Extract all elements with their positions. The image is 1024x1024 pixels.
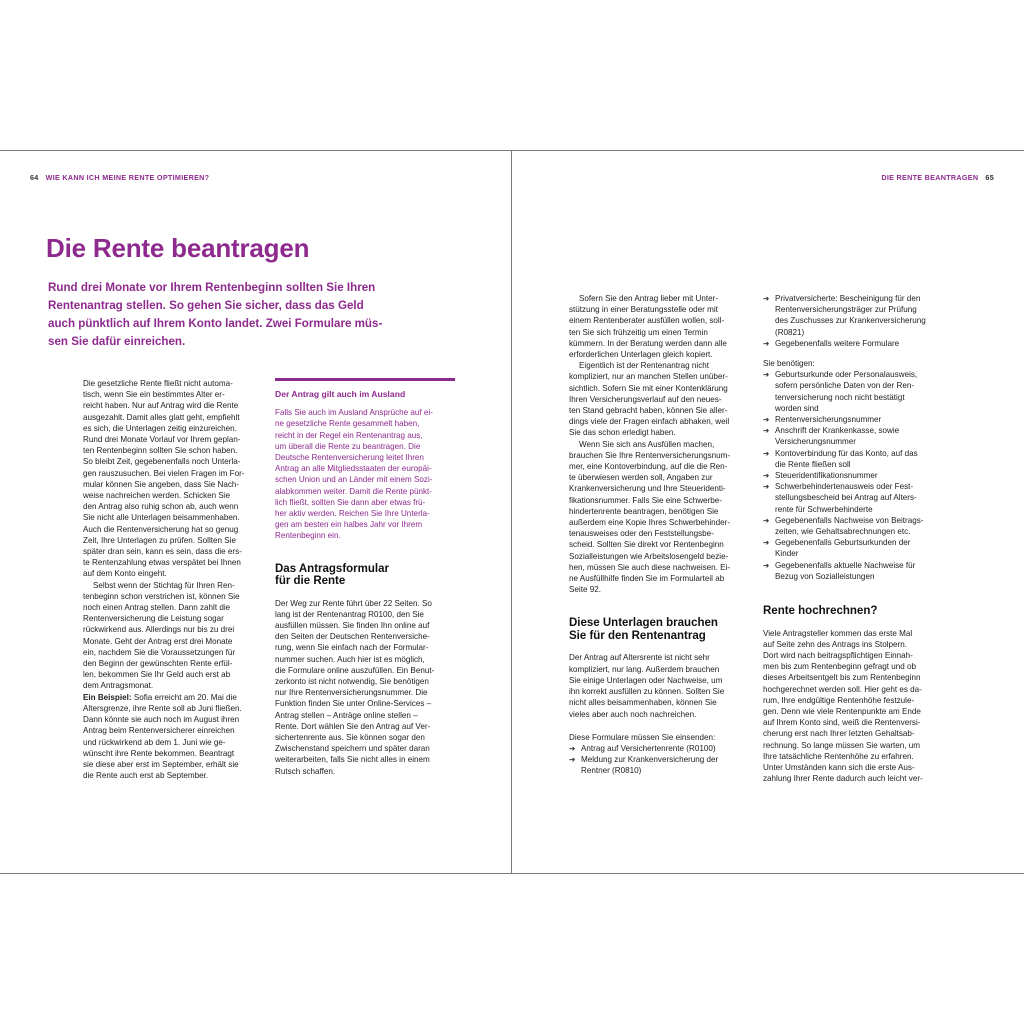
page-title: Die Rente beantragen — [46, 233, 310, 263]
text-line: tenausweises oder den Feststellungsbe- — [569, 529, 714, 539]
arrow-icon: ➔ — [763, 370, 770, 380]
text-line: den Beginn der gewünschten Rente erfül- — [83, 659, 233, 669]
arrow-icon: ➔ — [763, 482, 770, 492]
text-line: auf dem Konto eingeht. — [83, 569, 167, 579]
text-line: rung, wenn Sie einfach nach der Formular- — [275, 643, 429, 653]
info-box-heading: Der Antrag gilt auch im Ausland — [275, 389, 406, 399]
text-line: Schwerbehindertenausweis oder Fest- — [775, 482, 914, 492]
text-line: Unter Umständen kann sich die erste Aus- — [763, 763, 915, 773]
text-line: auf Ihrem Konto sind, weiß die Rentenversi- — [763, 718, 921, 728]
text-line: zerkonto ist nicht notwendig, Sie benötigen — [275, 677, 429, 687]
section-text — [763, 628, 948, 785]
forms-list-continued — [763, 293, 948, 349]
text-line: mular können Sie angeben, dass Sie Nach- — [83, 479, 240, 489]
list-item — [763, 537, 948, 559]
text-line: einem Rentenberater ausfüllen wollen, soll- — [569, 316, 725, 326]
text-line: Dann könnte sie auch noch im August ihren — [83, 715, 240, 725]
text-line: dings viele der Fragen einfach abhaken, weil — [569, 417, 730, 427]
text-line: kompliziert, nur lang. Außerdem brauchen — [569, 664, 720, 674]
intro-text — [48, 279, 398, 351]
running-head-left-label: WIE KANN ICH MEINE RENTE OPTIMIEREN? — [45, 173, 210, 182]
text-line: Funktion finden Sie unter Online-Services – — [275, 699, 432, 709]
text-line: scheid. Sollten Sie direkt vor Rentenbeginn — [569, 540, 724, 550]
list-item — [763, 481, 948, 515]
arrow-icon: ➔ — [569, 755, 576, 765]
text-line: sichertenrente aus. Sie können sogar den — [275, 733, 425, 743]
list-item — [763, 414, 948, 425]
text-line: sichtlich. Sofern Sie mit einer Kontenklärung — [569, 383, 728, 393]
arrow-icon: ➔ — [763, 515, 770, 525]
text-line: Gegebenenfalls weitere Formulare — [775, 338, 900, 348]
arrow-icon: ➔ — [763, 338, 770, 348]
right-column-2 — [763, 293, 948, 784]
text-line: Gegebenenfalls Nachweise von Beitrags- — [775, 515, 924, 525]
section-heading — [275, 563, 455, 588]
text-line: Falls Sie auch im Ausland Ansprüche auf ei- — [275, 408, 433, 418]
left-column-1 — [83, 378, 259, 781]
section-heading — [569, 617, 751, 642]
running-head-left — [30, 173, 209, 182]
section-text — [275, 598, 455, 777]
text-line: stützung in einer Beratungsstelle oder mit — [569, 305, 718, 315]
text-line: Viele Antragsteller kommen das erste Mal — [763, 628, 913, 638]
text-line: sie diese aber erst im September, erhält sie — [83, 759, 239, 769]
page-number-right: 65 — [985, 173, 994, 182]
text-line: Rentenversicherungsträger zur Prüfung — [775, 305, 917, 315]
text-line: tisch, wenn Sie ein bestimmtes Alter er- — [83, 390, 225, 400]
forms-intro: Diese Formulare müssen Sie einsenden: — [569, 732, 716, 742]
text-line: hindertenrente beantragen, benötigen Sie — [569, 506, 719, 516]
paragraph — [83, 378, 259, 580]
text-line: Ihren Versicherungsverlauf auf den neues- — [569, 394, 722, 404]
arrow-icon: ➔ — [763, 294, 770, 303]
text-line: rückwirkend aus. Allerdings nur bis zu drei — [83, 625, 235, 635]
text-line: Gegebenenfalls aktuelle Nachweise für — [775, 560, 916, 570]
text-line: ten Stand gebracht haben, können Sie aller- — [569, 406, 728, 416]
list-item — [569, 754, 751, 776]
list-item — [763, 560, 948, 582]
arrow-icon: ➔ — [763, 448, 770, 458]
text-line: Privatversicherte: Bescheinigung für den — [775, 294, 921, 303]
list-item — [763, 293, 948, 338]
text-line: te überwiesen werden soll, Angaben zur — [569, 473, 713, 483]
text-line: Krankenversicherung und Ihre Steueridenti- — [569, 484, 726, 494]
list-item — [763, 369, 948, 414]
page-gutter — [511, 151, 512, 873]
paragraph — [83, 580, 259, 692]
text-line: Geburtsurkunde oder Personalausweis, — [775, 370, 918, 380]
intro-line: auch pünktlich auf Ihrem Konto landet. Zwei Formulare müs- — [48, 317, 383, 330]
text-line: Selbst wenn der Stichtag für Ihren Ren- — [93, 580, 235, 590]
text-line: len, bekommen Sie Ihr Geld auch erst ab — [83, 670, 231, 680]
text-line: auf Seite zehn des Antrags ins Stolpern. — [763, 639, 907, 649]
text-line — [83, 692, 259, 703]
text-line: Bezug von Sozialleistungen — [775, 571, 875, 581]
text-line: Altersgrenze, ihre Rente soll ab Juni fließen. — [83, 703, 242, 713]
text-line: ausgezahlt. Damit alles glatt geht, empfiehlt — [83, 412, 240, 422]
text-line: (R0821) — [775, 327, 805, 337]
text-line: um überall die Rente zu beantragen. Die — [275, 441, 421, 451]
arrow-icon: ➔ — [763, 426, 770, 436]
list-item — [763, 470, 948, 481]
list-item — [569, 743, 751, 754]
text-line: Meldung zur Krankenversicherung der — [581, 755, 719, 765]
text-line: ne Ausfüllhilfe finden Sie im Formularteil ab — [569, 574, 725, 584]
text-line: Rund drei Monate Vorlauf vor Ihrem geplan- — [83, 435, 241, 445]
text-line: und rückwirkend ab dem 1. Juni wie ge- — [83, 737, 226, 747]
text-line: Sofern Sie den Antrag lieber mit Unter- — [579, 294, 719, 303]
text-line: Rentenbeginn ein. — [275, 531, 341, 541]
text-line: Deutsche Rentenversicherung leitet Ihren — [275, 453, 424, 463]
arrow-icon: ➔ — [763, 415, 770, 425]
text-line: Antrag stellen – Anträge online stellen – — [275, 710, 418, 720]
text-line: mer, eine Kontoverbindung, auf die die Ren- — [569, 462, 728, 472]
spacer — [763, 349, 948, 358]
text-line: es sich, die Unterlagen zeitig einzureichen. — [83, 423, 237, 433]
text-line: ne gesetzliche Rente gesammelt haben, — [275, 419, 420, 429]
paragraph — [569, 293, 751, 360]
paragraph — [569, 439, 751, 596]
info-box-text — [275, 407, 455, 541]
book-spread — [0, 150, 1024, 874]
text-line: Antrag an alle Mitgliedsstaaten der europäi- — [275, 464, 432, 474]
text-line: tenversicherung noch nicht bestätigt — [775, 392, 905, 402]
text-line: Der Weg zur Rente führt über 22 Seiten. So — [275, 598, 432, 608]
text-line: kümmern. In der Beratung werden dann alle — [569, 338, 727, 348]
text-line: Rutsch schaffen. — [275, 766, 336, 776]
paragraph — [569, 360, 751, 438]
text-line: Antrag auf Versichertenrente (R0100) — [581, 743, 716, 753]
text-line: nur Ihre Rentenversicherungsnummer. Die — [275, 688, 428, 698]
intro-line: sen Sie dafür einreichen. — [48, 335, 186, 348]
text-line: Auch die Rentenversicherung hat so genug — [83, 524, 239, 534]
list-item — [763, 425, 948, 447]
running-head-right — [881, 173, 994, 182]
text-line: stellungsbescheid bei Antrag auf Alters- — [775, 493, 917, 503]
text-line: noch einen Antrag stellen. Dann zahlt die — [83, 603, 231, 613]
text-line: Sie nicht alle Unterlagen beisammenhaben. — [83, 513, 240, 523]
text-line: vieles aber auch noch nachreichen. — [569, 709, 697, 719]
text-line: Rente. Dort wählen Sie den Antrag auf Ver- — [275, 721, 431, 731]
text-line: die Rente fließen soll — [775, 459, 851, 469]
text-line: gen rauszusuchen. Bei vielen Fragen im For- — [83, 468, 245, 478]
text-line: tenbeginn schon verstrichen ist, können Sie — [83, 591, 240, 601]
text-line: gen. Denn wie viele Rentenpunkte am Ende — [763, 707, 921, 716]
page-number-left: 64 — [30, 173, 39, 182]
text-line: Eigentlich ist der Rentenantrag nicht — [579, 361, 710, 371]
text-line: cherung erst nach Ihrer letzten Gehaltsab- — [763, 729, 915, 739]
text-line: Ihre tatsächliche Rentenhöhe zu erfahren. — [763, 751, 914, 761]
text-line: erforderlichen Unterlagen gleich kopiert. — [569, 350, 713, 360]
list-item — [763, 515, 948, 537]
text-line: schen Union und an Länder mit einem Sozi- — [275, 475, 433, 485]
text-line: lang ist der Rentenantrag R0100, den Sie — [275, 609, 424, 619]
text-line: men bis zum Rentenbeginn gefragt und ob — [763, 662, 916, 672]
text-line: Wenn Sie sich ans Ausfüllen machen, — [579, 439, 715, 449]
text-line: Antrag beim Rentenversicherer einreichen — [83, 726, 235, 736]
right-column-1 — [569, 293, 751, 777]
arrow-icon: ➔ — [763, 538, 770, 548]
text-line: Sozialleistungen wie Arbeitslosengeld bezie- — [569, 551, 729, 561]
text-line: die Rente auch erst ab September. — [83, 771, 209, 781]
text-line: ausfüllen müssen. Sie finden Ihn online auf — [275, 621, 430, 631]
text-line: hochgerechnet werden soll. Hier geht es da- — [763, 684, 922, 694]
text-line: Sie einige Unterlagen oder Nachweise, um — [569, 675, 723, 685]
text-line: Rentenversicherungsnummer — [775, 415, 882, 425]
heading-line: für die Rente — [275, 575, 346, 588]
text-line: her aktiv werden. Reichen Sie Ihre Unterla- — [275, 509, 430, 519]
arrow-icon: ➔ — [569, 743, 576, 753]
needs-list — [763, 369, 948, 582]
text-line: rum, Ihre endgültige Rentenhöhe festzule- — [763, 695, 915, 705]
example-paragraph — [83, 692, 259, 782]
text-line: ein, nachdem Sie die Voraussetzungen für — [83, 647, 236, 657]
section-heading: Rente hochrechnen? — [763, 605, 878, 618]
text-line: rente für Schwerbehinderte — [775, 504, 873, 514]
example-label: Ein Beispiel: — [83, 692, 132, 702]
text-line: alabkommen weiter. Damit die Rente pünkt- — [275, 486, 433, 496]
text-line: nicht alles beisammenhaben, können Sie — [569, 698, 717, 708]
text-span: Sofia erreicht am 20. Mai die — [131, 692, 237, 702]
text-line: Rentenversicherung die Leistung sogar — [83, 614, 224, 624]
text-line: weise nachreichen werden. Schicken Sie — [83, 491, 231, 501]
text-line: außerdem eine Kopie Ihres Schwerbehinder- — [569, 518, 731, 528]
list-item — [763, 448, 948, 470]
text-line: Dort wird nach beitragspflichtigen Einnah- — [763, 650, 913, 660]
text-line: rechnung. So lange müssen Sie warten, um — [763, 740, 921, 750]
text-line: Kinder — [775, 549, 799, 559]
text-line: zeiten, wie Gehaltsabrechnungen etc. — [775, 527, 911, 537]
running-head-right-label: DIE RENTE BEANTRAGEN — [881, 173, 979, 182]
text-line: hen, müssen Sie auch diese nachweisen. Ei- — [569, 562, 731, 572]
text-line: kompliziert, nur an manchen Stellen unüber- — [569, 372, 728, 382]
text-line: Anschrift der Krankenkasse, sowie — [775, 426, 900, 436]
text-line: Der Antrag auf Altersrente ist nicht sehr — [569, 653, 710, 663]
text-line: Seite 92. — [569, 585, 601, 595]
text-line: ihn korrekt ausfüllen zu können. Sollten Sie — [569, 687, 725, 697]
text-line: Monate. Geht der Antrag erst drei Monate — [83, 636, 233, 646]
text-line: Versicherungsnummer — [775, 437, 856, 447]
text-line: die Formulare online auszufüllen. Ein Benut- — [275, 665, 435, 675]
list-item — [763, 338, 948, 349]
heading-line: Das Antragsformular — [275, 562, 389, 575]
text-line: ten Rentenbeginn sollten Sie schon haben. — [83, 446, 238, 456]
text-line: Steueridentifikationsnummer — [775, 471, 878, 481]
text-line: weiterarbeiten, falls Sie nicht alles in einem — [275, 755, 430, 765]
text-line: dieses Arbeitsentgelt bis zum Rentenbeginn — [763, 673, 921, 683]
heading-line: Diese Unterlagen brauchen — [569, 617, 718, 630]
text-line: lich fließt, sollten Sie dann aber etwas frü- — [275, 497, 426, 507]
info-box-bar — [275, 378, 455, 381]
text-line: zahlung Ihrer Rente dadurch auch leicht ver- — [763, 774, 923, 784]
text-line: des Zuschusses zur Krankenversicherung — [775, 316, 926, 326]
text-line: brauchen Sie Ihre Rentenversicherungsnum- — [569, 450, 731, 460]
text-line: sofern persönliche Daten von der Ren- — [775, 381, 915, 391]
text-line: reicht haben. Nur auf Antrag wird die Rente — [83, 401, 239, 411]
arrow-icon: ➔ — [763, 471, 770, 481]
text-line: gen am besten ein halbes Jahr vor Ihrem — [275, 520, 423, 530]
left-column-2 — [275, 377, 455, 777]
text-line: den Antrag also ruhig schon ab, auch wenn — [83, 502, 239, 512]
needs-intro: Sie benötigen: — [763, 359, 815, 369]
text-line: den Seiten der Deutschen Rentenversiche- — [275, 632, 430, 642]
forms-list — [569, 743, 751, 777]
text-line: Sie das schon erledigt haben. — [569, 428, 676, 438]
text-line: Zeit, Ihre Unterlagen zu prüfen. Sollten Sie — [83, 535, 236, 545]
text-line: Rentner (R0810) — [581, 766, 642, 776]
text-line: Gegebenenfalls Geburtsurkunden der — [775, 538, 911, 548]
text-line: reicht in der Regel ein Rentenantrag aus, — [275, 430, 423, 440]
heading-line: Sie für den Rentenantrag — [569, 629, 706, 642]
section-text — [569, 652, 751, 719]
intro-line: Rentenantrag stellen. So gehen Sie sicher, dass das Geld — [48, 299, 364, 312]
text-line: wünscht ihre Rente bekommen. Beantragt — [83, 748, 235, 758]
intro-line: Rund drei Monate vor Ihrem Rentenbeginn sollten Sie Ihren — [48, 281, 376, 294]
text-line: Kontoverbindung für das Konto, auf das — [775, 448, 918, 458]
text-line: te Rentenzahlung etwas verspätet bei Ihnen — [83, 558, 241, 568]
text-line: später dran sein, kann es sein, dass die ers- — [83, 547, 242, 557]
text-line: fikationsnummer. Falls Sie eine Schwerbe- — [569, 495, 722, 505]
text-line: worden sind — [775, 403, 819, 413]
text-line: nummer suchen. Auch hier ist es möglich, — [275, 654, 425, 664]
text-line: So bleibt Zeit, gegebenenfalls noch Unterla- — [83, 457, 241, 467]
text-line: dem Antragsmonat. — [83, 681, 154, 691]
text-line: Zwischenstand speichern und später daran — [275, 744, 430, 754]
arrow-icon: ➔ — [763, 560, 770, 570]
text-line: ten Sie sich frühzeitig um einen Termin — [569, 327, 708, 337]
text-line: Die gesetzliche Rente fließt nicht automa- — [83, 379, 233, 388]
